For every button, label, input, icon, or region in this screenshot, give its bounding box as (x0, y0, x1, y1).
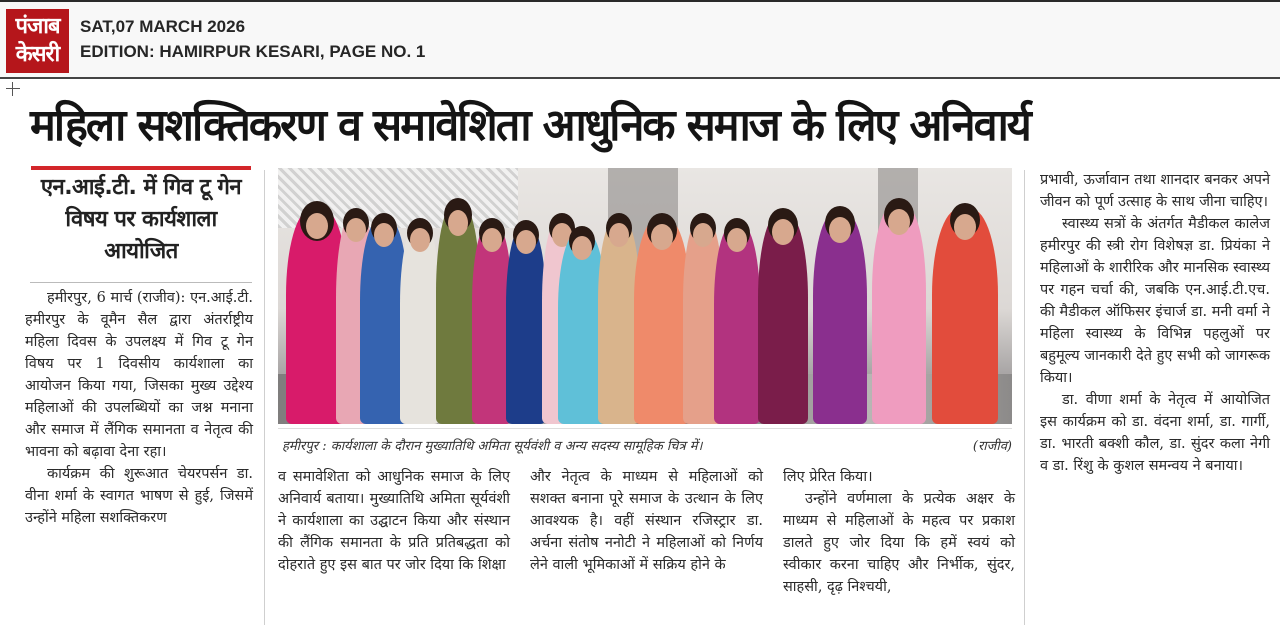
article-column-4 (783, 466, 1015, 598)
person (872, 204, 926, 424)
person (813, 212, 867, 424)
clipping-header (0, 2, 1280, 79)
photo-caption (282, 436, 1012, 454)
paragraph: प्रभावी, ऊर्जावान तथा शानदार बनकर अपने जीवन को पूर्ण उत्साह के साथ जीना चाहिए। (1040, 172, 1270, 210)
article-subheadline: एन.आई.टी. में गिव टू गेन विषय पर कार्यशाला आयोजित (40, 175, 242, 264)
crosshair-icon (4, 82, 22, 96)
person (932, 209, 998, 424)
paragraph: लिए प्रेरित किया। (783, 469, 873, 485)
newspaper-logo (6, 9, 69, 73)
article-column-5 (1040, 169, 1270, 477)
person (714, 224, 760, 424)
caption-text: हमीरपुर : कार्यशाला के दौरान मुख्यातिथि अमिता सूर्यवंशी व अन्य सदस्य सामूहिक चित्र में। (282, 439, 703, 454)
column-divider (264, 170, 265, 625)
photo-credit: (राजीव) (972, 439, 1012, 454)
edition-info (80, 14, 425, 64)
publication-date: SAT,07 MARCH 2026 (80, 17, 246, 36)
subheadline-divider (30, 282, 252, 283)
article-column-1 (25, 287, 253, 529)
paragraph: व समावेशिता को आधुनिक समाज के लिए अनिवार्य बताया। मुख्यातिथि अमिता सूर्यवंशी ने कार्यशाला का उद्घाटन किया और संस्थान की लैंगिक समानता के प्रति प्रतिबद्धता को दोहराते हुए इस बात पर जोर दिया कि शिक्षा (278, 469, 510, 573)
article-column-2 (278, 466, 510, 576)
person (634, 219, 690, 424)
logo-line-1: पंजाब (15, 14, 60, 39)
logo-line-2: केसरी (15, 42, 60, 67)
edition-label: EDITION: HAMIRPUR KESARI, PAGE NO. 1 (80, 42, 426, 61)
column-divider (1024, 170, 1025, 625)
caption-divider (278, 428, 1012, 429)
person (400, 224, 440, 424)
person (506, 226, 546, 424)
paragraph: उन्होंने वर्णमाला के प्रत्येक अक्षर के माध्यम से महिलाओं के महत्व पर प्रकाश डालते हुए जोर दिया कि हमें स्वयं को स्वीकार करना चाहिए और निर्भीक, सुंदर, साहसी, दृढ़ निश्चयी, (783, 491, 1015, 595)
paragraph: स्वास्थ्य सत्रों के अंतर्गत मैडीकल कालेज हमीरपुर की स्त्री रोग विशेषज्ञ डा. प्रियंका ने महिलाओं के शारीरिक और मानसिक स्वास्थ्य पर गहन चर्चा की, जबकि एन.आई.टी.एच. की मैडीकल ऑफिसर इंचार्ज डा. मनी वर्मा ने महिला स्वास्थ्य के विभिन्न पहलुओं पर बहुमूल्य जानकारी देते हुए सभी को जागरूक किया। (1040, 216, 1270, 386)
subheadline-accent-rule (31, 166, 251, 170)
person (758, 214, 808, 424)
paragraph: हमीरपुर, 6 मार्च (राजीव): एन.आई.टी. हमीरपुर के वूमैन सैल द्वारा अंतर्राष्ट्रीय महिला दिवस के उपलक्ष्य में गिव टू गेन विषय पर 1 दिवसीय कार्यशाला का आयोजन किया गया, जिसका मुख्य उद्देश्य महिलाओं की उपलब्धियों का जश्न मनाना और समाज में लैंगिक समानता व नेतृत्व की भावना को बढ़ावा देना रहा। (25, 290, 253, 460)
paragraph: और नेतृत्व के माध्यम से महिलाओं को सशक्त बनाना पूरे समाज के उत्थान के लिए आवश्यक है। वहीं संस्थान रजिस्ट्रार डा. अर्चना संतोष ननोटी ने महिलाओं को निर्णय लेने वाली भूमिकाओं में सक्रिय होने के (530, 469, 763, 573)
article-photo (278, 168, 1012, 424)
article-headline: महिला सशक्तिकरण व समावेशिता आधुनिक समाज के लिए अनिवार्य (30, 100, 1030, 151)
article-column-3 (530, 466, 763, 576)
paragraph: कार्यक्रम की शुरूआत चेयरपर्सन डा. वीना शर्मा के स्वागत भाषण से हुई, जिसमें उन्होंने महिला सशक्तिकरण (25, 466, 253, 526)
paragraph: डा. वीणा शर्मा के नेतृत्व में आयोजित इस कार्यक्रम को डा. वंदना शर्मा, डा. गार्गी, डा. भारती बक्शी कौल, डा. सुंदर कला नेगी व डा. रिंशु के कुशल समन्वय ने बनाया। (1040, 392, 1270, 474)
